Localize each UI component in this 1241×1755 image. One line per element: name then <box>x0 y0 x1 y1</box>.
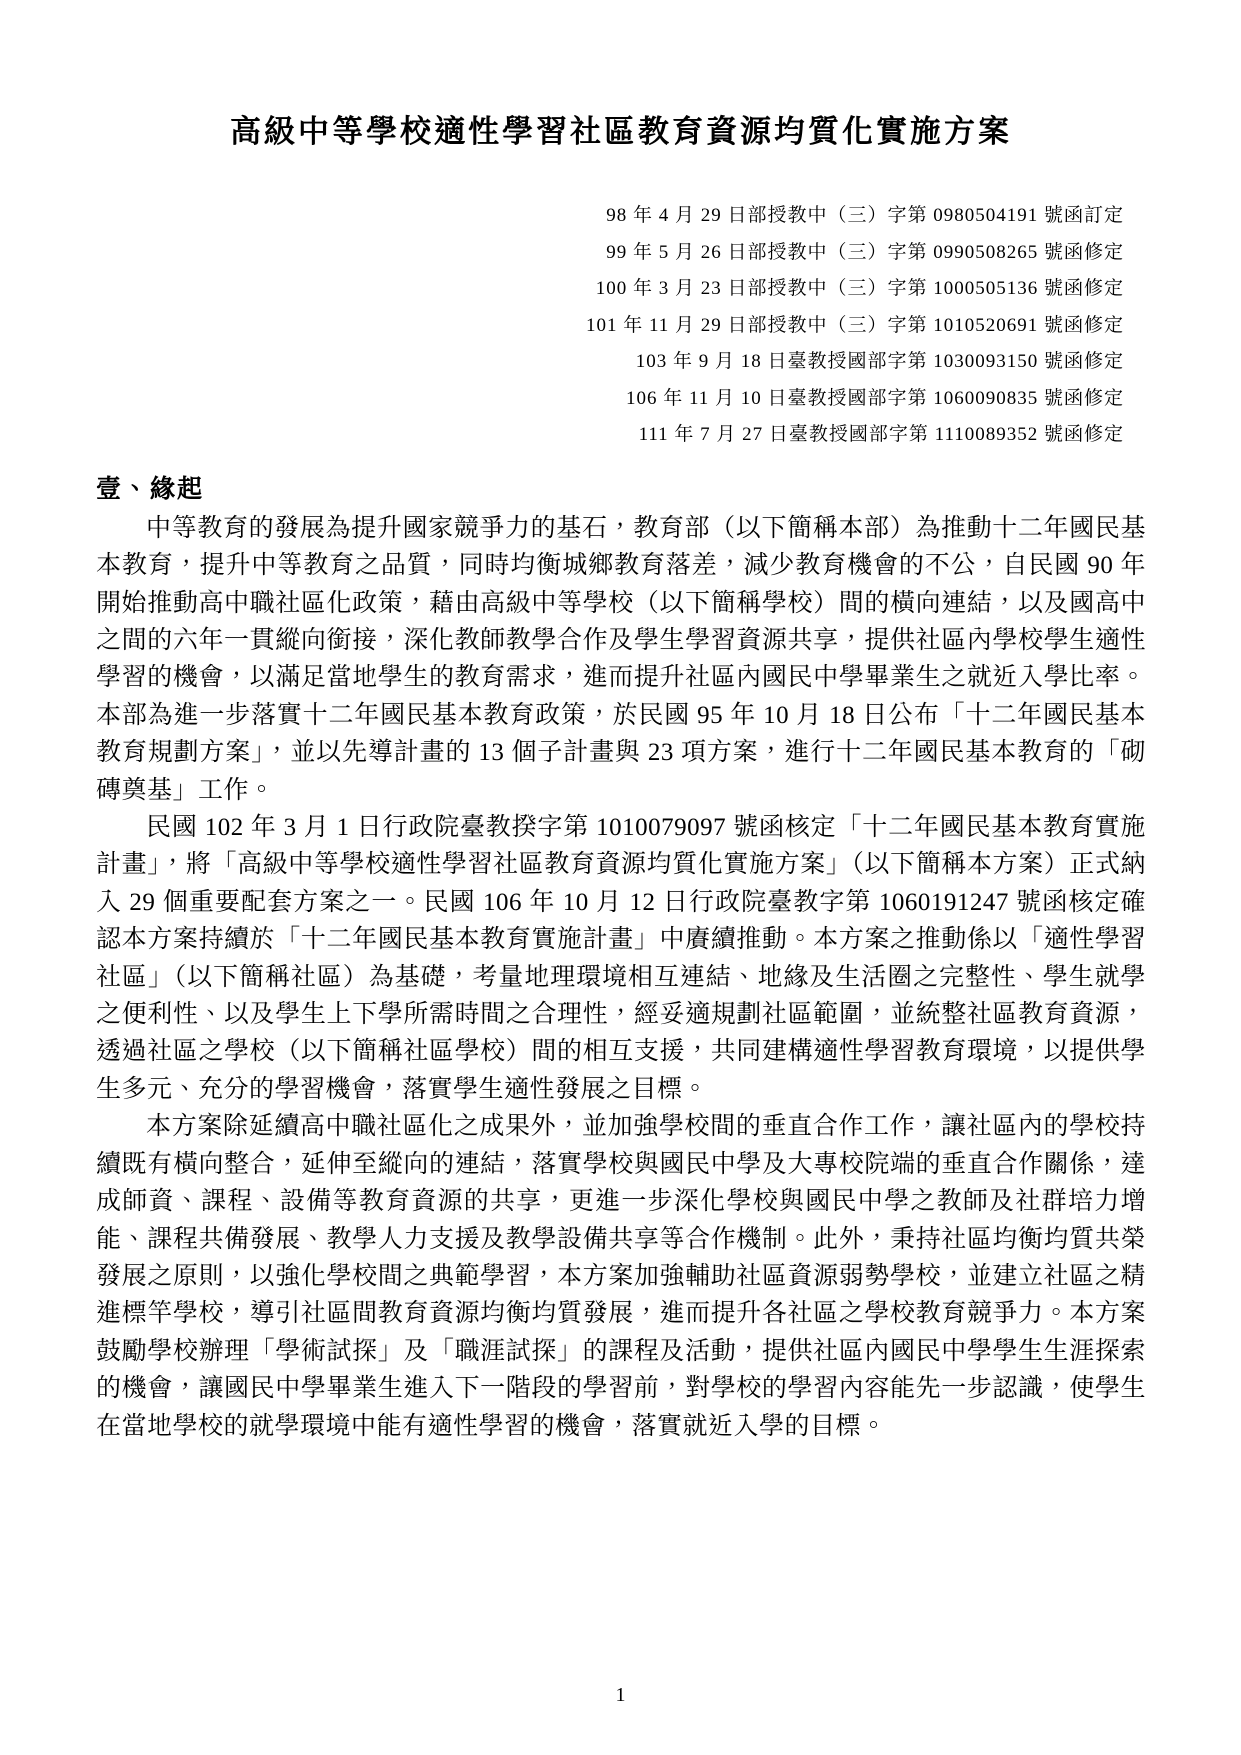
revision-line: 100 年 3 月 23 日部授教中（三）字第 1000505136 號函修定 <box>595 278 1124 300</box>
paragraph-3: 本方案除延續高中職社區化之成果外，並加強學校間的垂直合作工作，讓社區內的學校持續既有橫向整合，延伸至縱向的連結，落實學校與國民中學及大專校院端的垂直合作關係，達成師資、課程、設備等教育資源的共享，更進一步深化學校與國民中學之教師及社群培力增能、課程共備發展、教學人力支援及教學設備共享等合作機制。此外，秉持社區均衡均質共榮發展之原則，以強化學校間之典範學習，本方案加強輔助社區資源弱勢學校，並建立社區之精進標竿學校，導引社區間教育資源均衡均質發展，進而提升各社區之學校教育競爭力。本方案鼓勵學校辦理「學術試探」及「職涯試探」的課程及活動，提供社區內國民中學學生生涯探索的機會，讓國民中學畢業生進入下一階段的學習前，對學校的學習內容能先一步認識，使學生在當地學校的就學環境中能有適性學習的機會，落實就近入學的目標。 <box>96 1113 1146 1440</box>
section-heading-origin: 壹、緣起 <box>96 475 205 503</box>
revision-line: 103 年 9 月 18 日臺教授國部字第 1030093150 號函修定 <box>635 351 1124 373</box>
revision-line: 98 年 4 月 29 日部授教中（三）字第 0980504191 號函訂定 <box>606 205 1124 227</box>
revision-line: 101 年 11 月 29 日部授教中（三）字第 1010520691 號函修定 <box>585 314 1124 336</box>
document-title: 高級中等學校適性學習社區教育資源均質化實施方案 <box>230 114 1012 149</box>
revision-line: 106 年 11 月 10 日臺教授國部字第 1060090835 號函修定 <box>625 387 1124 409</box>
revision-line: 99 年 5 月 26 日部授教中（三）字第 0990508265 號函修定 <box>606 241 1124 263</box>
revision-line: 111 年 7 月 27 日臺教授國部字第 1110089352 號函修定 <box>638 424 1124 446</box>
paragraph-2: 民國 102 年 3 月 1 日行政院臺教揆字第 1010079097 號函核定「十二年國民基本教育實施計畫」，將「高級中等學校適性學習社區教育資源均質化實施方案」（以下簡稱本方案）正式納入 29 個重要配套方案之一。民國 106 年 10 月 12 日行政院臺教字第 1060191247 號函核定確認本方案持續於「十二年國民基本教育實施計畫」中賡續推動。本方案之推動係以「適性學習社區」（以下簡稱社區）為基礎，考量地理環境相互連結、地緣及生活圈之完整性、學生就學之便利性、以及學生上下學所需時間之合理性，經妥適規劃社區範圍，並統整社區教育資源，透過社區之學校（以下簡稱社區學校）間的相互支援，共同建構適性學習教育環境，以提供學生多元、充分的學習機會，落實學生適性發展之目標。 <box>96 814 1146 1103</box>
revision-history <box>96 198 1124 454</box>
page-number: 1 <box>615 1684 626 1706</box>
paragraph-1: 中等教育的發展為提升國家競爭力的基石，教育部（以下簡稱本部）為推動十二年國民基本教育，提升中等教育之品質，同時均衡城鄉教育落差，減少教育機會的不公，自民國 90 年開始推動高中職社區化政策，藉由高級中等學校（以下簡稱學校）間的橫向連結，以及國高中之間的六年一貫縱向銜接，深化教師教學合作及學生學習資源共享，提供社區內學校學生適性學習的機會，以滿足當地學生的教育需求，進而提升社區內國民中學畢業生之就近入學比率。本部為進一步落實十二年國民基本教育政策，於民國 95 年 10 月 18 日公布「十二年國民基本教育規劃方案」，並以先導計畫的 13 個子計畫與 23 項方案，進行十二年國民基本教育的「砌磚奠基」工作。 <box>96 514 1146 804</box>
